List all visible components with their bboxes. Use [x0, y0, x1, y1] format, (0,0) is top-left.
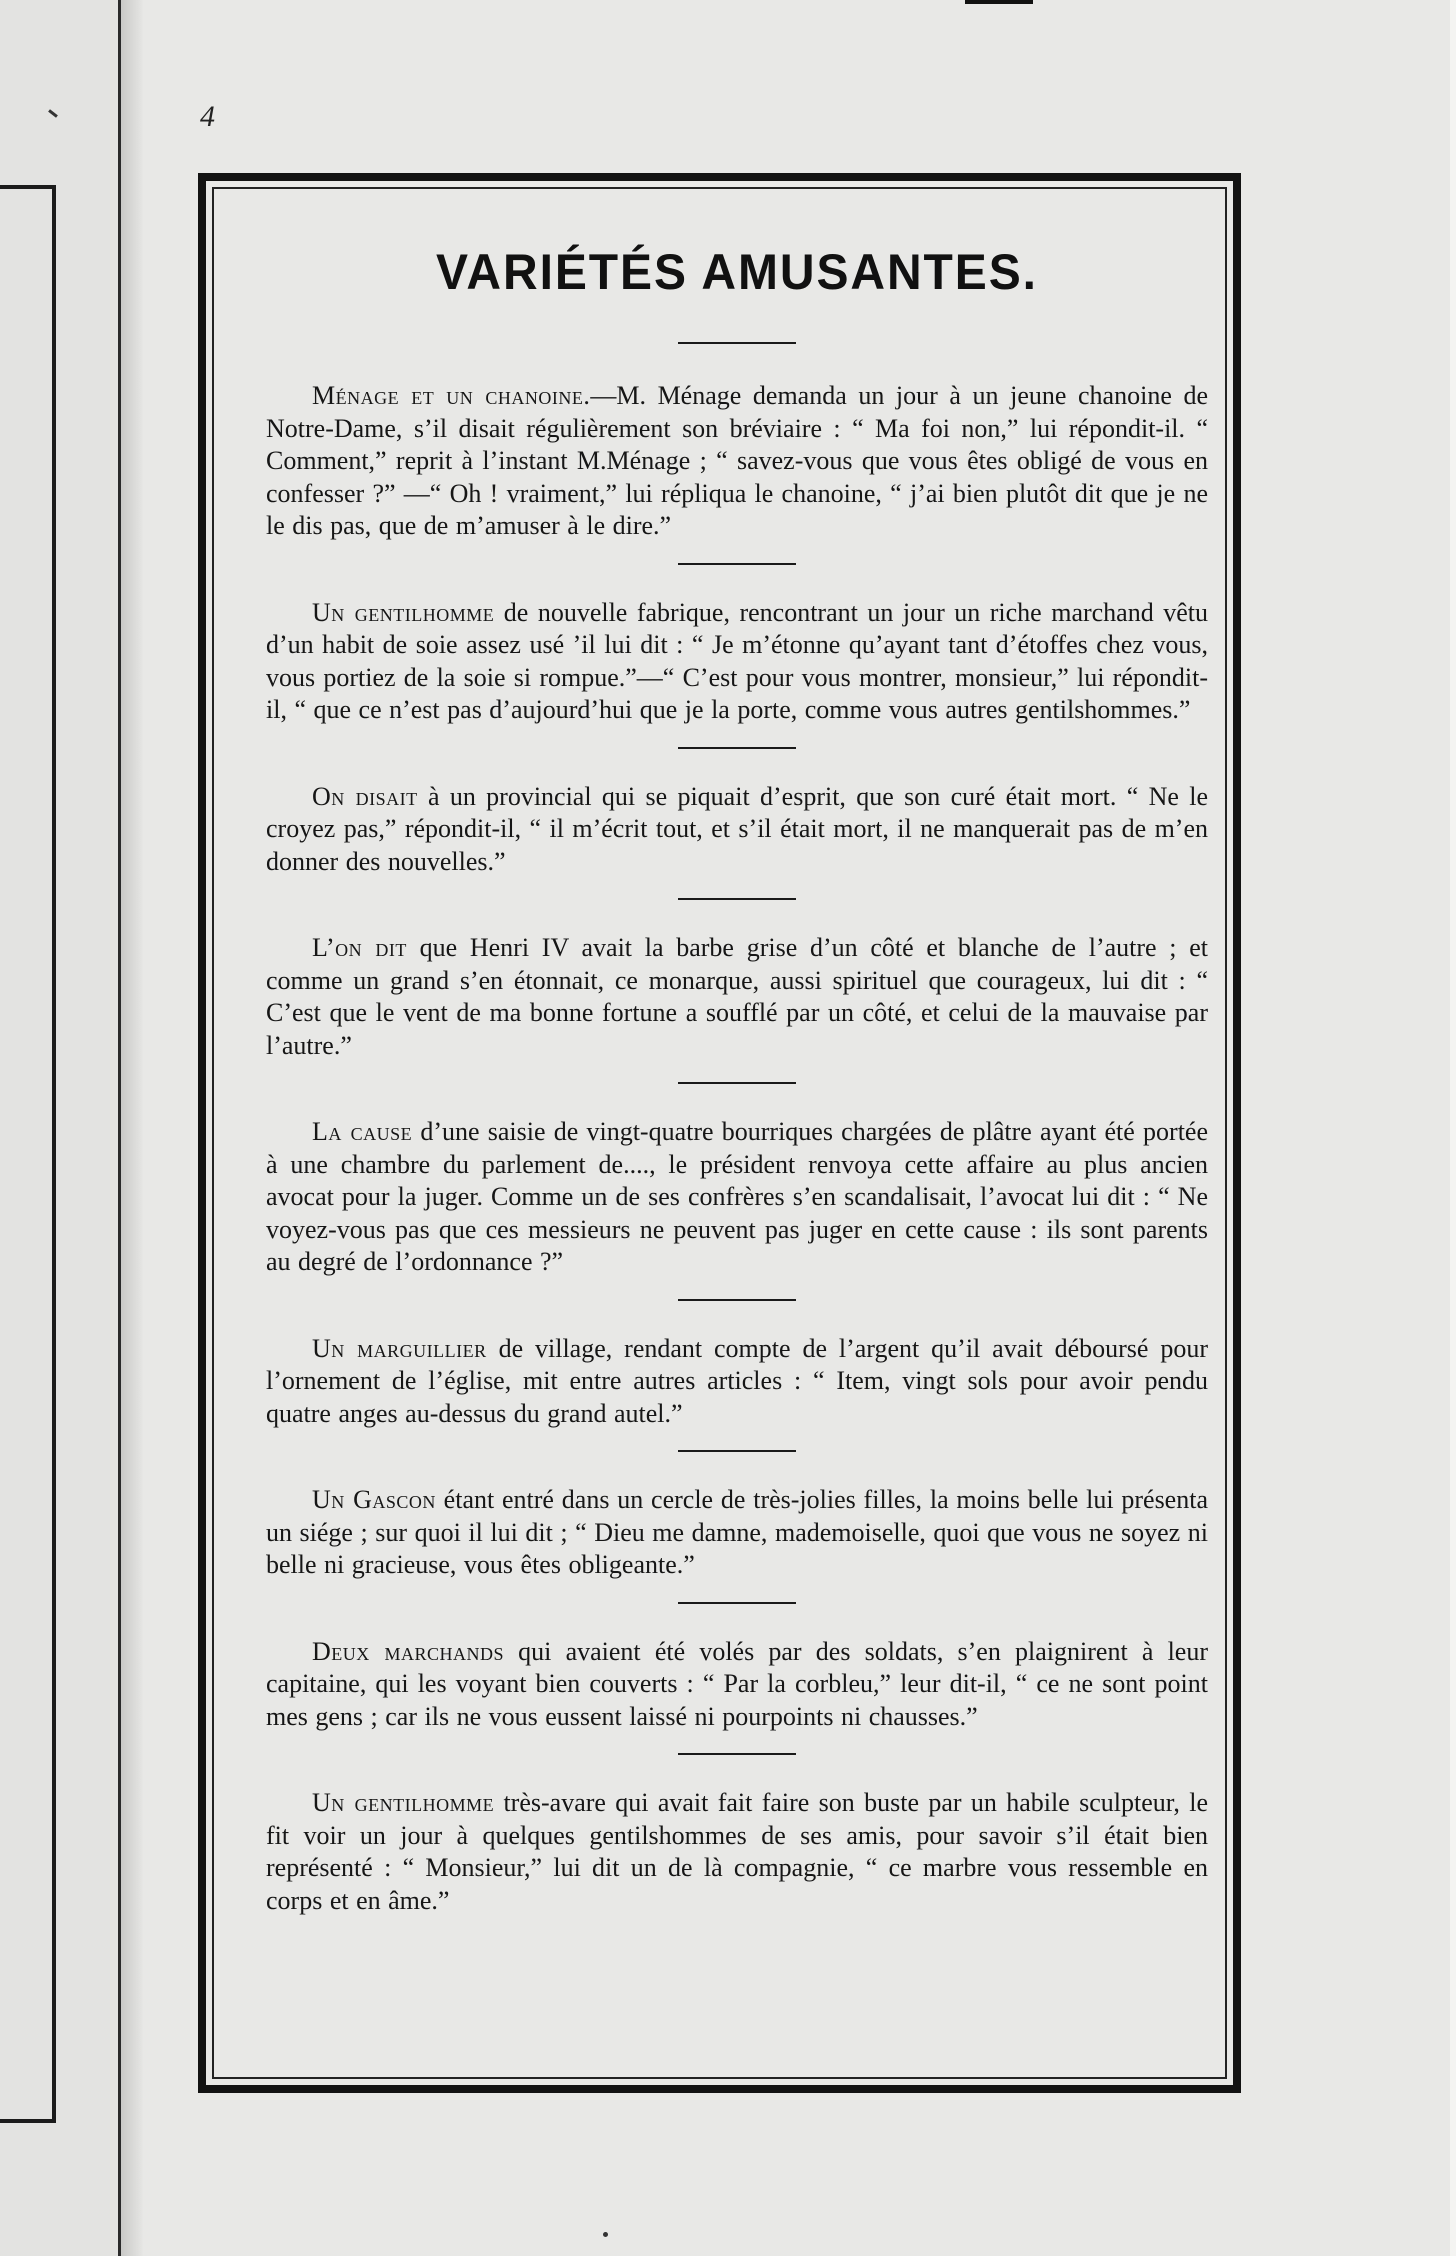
anecdote-lead: Ménage et un chanoine. — [312, 381, 591, 410]
anecdote-lead: Un marguillier — [312, 1333, 487, 1363]
page-number: 4 — [200, 100, 215, 133]
anecdote-lead: Un gentilhomme — [312, 1788, 495, 1817]
anecdote-provincial — [266, 781, 1208, 879]
anecdote-lead: On disait — [312, 781, 418, 811]
anecdote-gascon — [266, 1484, 1208, 1582]
anecdote-text: très-avare qui avait fait faire son buste par un habile sculpteur, le fit voir un jour à quelques gentilshommes de ses amis, pour savoir s’il était bien représenté : “ Monsieur,” lui dit un de là compagnie, “ ce marbre vous ressemble en corps et en âme.” — [266, 1788, 1208, 1915]
anecdote-cause — [266, 1116, 1208, 1279]
anecdote-lead: Un Gascon — [312, 1485, 436, 1514]
separator-rule — [678, 1082, 796, 1084]
page-title: VARIÉTÉS AMUSANTES. — [436, 244, 1038, 300]
separator-rule — [678, 747, 796, 749]
separator-rule — [678, 1299, 796, 1301]
anecdote-text: étant entré dans un cercle de très-jolies filles, la moins belle lui présenta un siége ; sur quoi il lui dit ; “ Dieu me damne, mademoiselle, quoi que vous ne soyez ni belle ni gracieuse, vous êtes obligeante.” — [266, 1485, 1208, 1579]
page-right-edge — [1450, 0, 1456, 2256]
facing-page-frame — [0, 185, 56, 2123]
anecdote-henri-iv — [266, 932, 1208, 1062]
anecdote-gentilhomme-marchand — [266, 597, 1208, 727]
anecdote-gentilhomme-avare — [266, 1787, 1208, 1917]
article-content — [266, 220, 1208, 1917]
anecdote-deux-marchands — [266, 1636, 1208, 1734]
separator-rule — [678, 563, 796, 565]
anecdote-text: d’une saisie de vingt-quatre bourriques chargées de plâtre ayant été portée à une chambre du parlement de...., le président renvoya cette affaire au plus ancien avocat pour la juger. Comme un de ses confrères s’en scandalisait, l’avocat lui dit : “ Ne voyez-vous pas que ces messieurs ne peuvent pas juger en cette cause : ils sont parents au degré de l’ordonnance ?” — [266, 1117, 1209, 1276]
anecdote-text: de nouvelle fabrique, rencontrant un jour un riche marchand vêtu d’un habit de soie assez usé ’il lui dit : “ Je m’étonne qu’ayant tant d’étoffes chez vous, vous portiez de la soie si rompue.”—“ C’est pour vous montrer, monsieur,” lui répondit-il, “ que ce n’est pas d’aujourd’hui que je la porte, comme vous autres gentilshommes.” — [266, 597, 1208, 724]
anecdote-lead: Un gentilhomme — [312, 597, 495, 627]
anecdote-lead: L’on dit — [312, 933, 407, 962]
title-rule — [678, 342, 796, 344]
separator-rule — [678, 1450, 796, 1452]
separator-rule — [678, 1602, 796, 1604]
anecdote-marguillier — [266, 1333, 1208, 1431]
anecdote-menage — [266, 380, 1208, 543]
anecdote-text: à un provincial qui se piquait d’esprit, que son curé était mort. “ Ne le croyez pas,” répondit-il, “ il m’écrit tout, et s’il était mort, il ne manquerait pas de m’en donner des nouvelles.” — [266, 781, 1208, 876]
anecdote-text: qui avaient été volés par des soldats, s’en plaignirent à leur capitaine, qui les voyant bien couverts : “ Par la corbleu,” leur dit-il, “ ce ne sont point mes gens ; car ils ne vous eussent laissé ni pourpoints ni chausses.” — [266, 1636, 1209, 1731]
anecdote-lead: La cause — [312, 1117, 413, 1146]
anecdote-text: que Henri IV avait la barbe grise d’un côté et blanche de l’autre ; et comme un grand s’en étonnait, ce monarque, aussi spirituel que courageux, lui dit : “ C’est que le vent de ma bonne fortune a soufflé par un côté, et celui de la mauvaise par l’autre.” — [266, 933, 1209, 1060]
anecdote-text: —M. Ménage demanda un jour à un jeune chanoine de Notre-Dame, s’il disait régulièrement son bréviaire : “ Ma foi non,” lui répondit-il. “ Comment,” reprit à l’instant M.Ménage ; “ savez-vous que vous êtes obligé de vous en confesser ?” —“ Oh ! vraiment,” lui répliqua le chanoine, “ j’ai bien plutôt dit que je ne le dis pas, que de m’amuser à le dire.” — [266, 381, 1208, 540]
top-edge-mark — [965, 0, 1033, 4]
separator-rule — [678, 1753, 796, 1755]
anecdote-text: de village, rendant compte de l’argent qu’il avait déboursé pour l’ornement de l’église, mit entre autres articles : “ Item, vingt sols pour avoir pendu quatre anges au-dessus du grand autel.” — [266, 1333, 1209, 1428]
anecdote-lead: Deux marchands — [312, 1636, 504, 1666]
separator-rule — [678, 898, 796, 900]
page-speck — [603, 2232, 608, 2237]
facing-page-edge — [0, 0, 121, 2256]
book-gutter — [121, 0, 143, 2256]
facing-page-mark — [48, 109, 58, 118]
